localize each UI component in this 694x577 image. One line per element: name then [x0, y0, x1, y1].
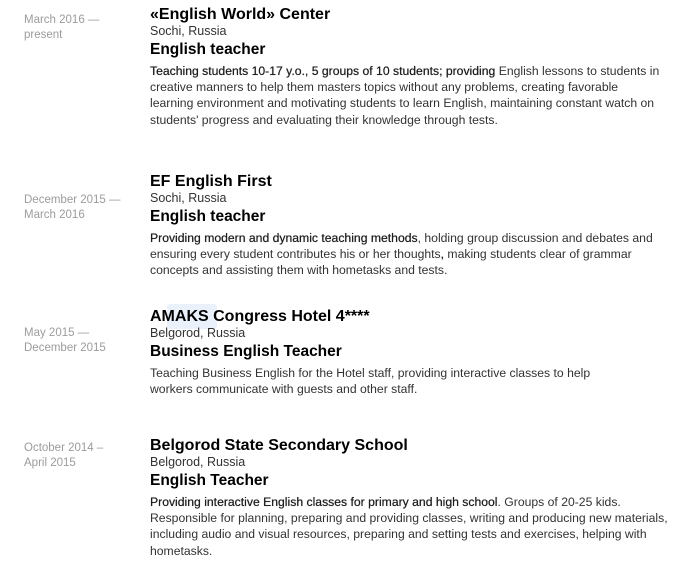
- job-description: Providing interactive English classes for primary and high school. Groups of 20-25 kids. Responsible for planning, preparing and providing classes, writing and producing new materials, including audio and visual resources, preparing and setting tests and exercises, helping with hometasks.: [150, 495, 668, 558]
- company-name: «English World» Center: [150, 6, 331, 23]
- entry-date-range: [24, 441, 144, 470]
- company-location: Belgorod, Russia: [150, 455, 246, 469]
- entry-content: [150, 437, 680, 559]
- entry-date-range: [24, 193, 144, 222]
- company-name: EF English First: [150, 173, 272, 190]
- date-line-start: October 2014 –: [24, 442, 104, 454]
- entry-date-range: [24, 326, 144, 355]
- entry-content: [150, 6, 680, 128]
- date-line-end: March 2016: [24, 208, 85, 221]
- job-title: English teacher: [150, 208, 266, 225]
- company-location: Sochi, Russia: [150, 191, 227, 205]
- date-line-start: May 2015 —: [24, 327, 90, 339]
- entry-date-range: [24, 13, 144, 42]
- company-location: Sochi, Russia: [150, 24, 227, 38]
- date-line-end: April 2015: [24, 456, 76, 469]
- entry-content: [150, 173, 680, 279]
- job-title: English Teacher: [150, 472, 269, 489]
- entry-content: [150, 308, 680, 397]
- job-title: Business English Teacher: [150, 343, 342, 360]
- company-location: Belgorod, Russia: [150, 326, 246, 340]
- date-line-end: December 2015: [24, 341, 106, 354]
- date-line-start: March 2016 —: [24, 14, 100, 26]
- job-description: Teaching Business English for the Hotel staff, providing interactive classes to help workers communicate with guests and other staff.: [150, 366, 591, 397]
- job-description: Providing modern and dynamic teaching methods, holding group discussion and debates and ensuring every student contributes his or her thoughts, making students clear of grammar concepts and assisting them with hometasks and tests.: [150, 231, 653, 278]
- company-name: AMAKS Congress Hotel 4****: [150, 308, 370, 325]
- date-line-end: present: [24, 28, 63, 41]
- company-name: Belgorod State Secondary School: [150, 437, 408, 454]
- job-description: Teaching students 10-17 y.o., 5 groups of 10 students; providing English lessons to students in creative manners to help them masters topics without any problems, creating favorable learning environment and motivating students to learn English, maintaining constant watch on students' progress and evaluating their knowledge through tests.: [150, 64, 660, 127]
- job-title: English teacher: [150, 41, 266, 58]
- date-line-start: December 2015 —: [24, 194, 121, 206]
